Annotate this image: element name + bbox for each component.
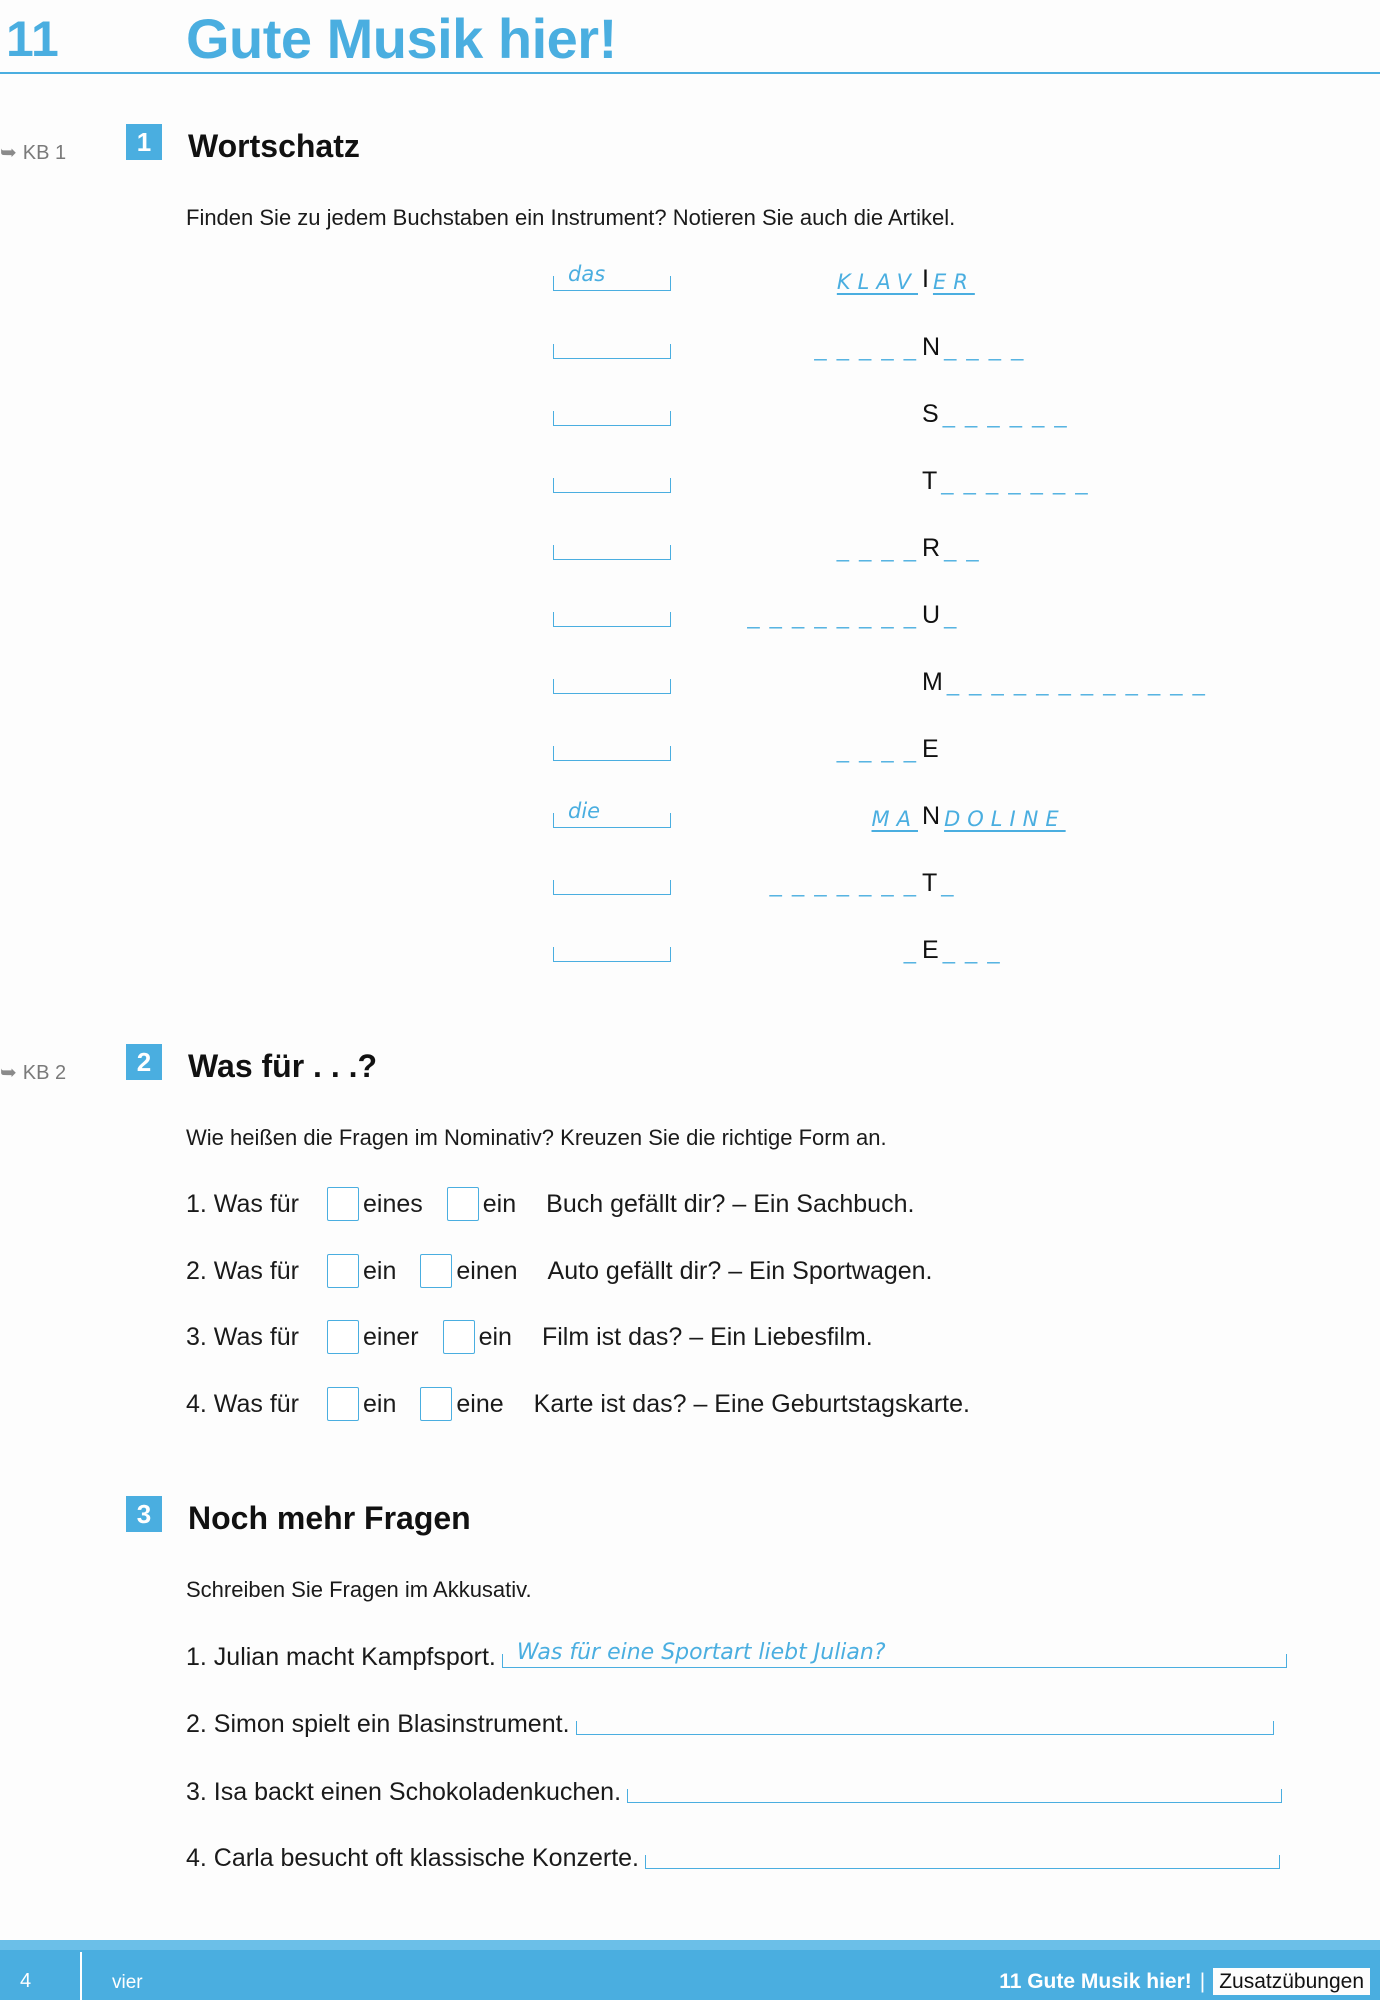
footer-chapter: 11 Gute Musik hier! — [999, 1970, 1192, 1993]
word-row: MA N DOLINE — [871, 802, 1066, 831]
article-box[interactable] — [553, 612, 671, 627]
answer-field[interactable] — [627, 1789, 1282, 1803]
article-box[interactable] — [553, 746, 671, 761]
checkbox-option-1[interactable] — [327, 1320, 359, 1354]
answer-field[interactable]: Was für eine Sportart liebt Julian? — [502, 1654, 1287, 1668]
exercise-number-3: 3 — [126, 1496, 162, 1532]
kb-reference-1: ➥ KB 1 — [0, 142, 67, 164]
word-row: _ _ _ _ R _ _ — [836, 534, 981, 562]
word-row: _ _ _ _ _ _ _ _ U _ — [747, 601, 959, 629]
article-answer: das — [568, 262, 606, 286]
word-row: KLAV I ER — [836, 265, 975, 294]
word-row: M _ _ _ _ _ _ _ _ _ _ _ _ — [922, 668, 1207, 696]
chapter-title: Gute Musik hier! — [186, 7, 617, 70]
word-row: _ _ _ _ _ _ _ T _ — [769, 869, 956, 897]
exercise-title-3: Noch mehr Fragen — [188, 1500, 471, 1536]
exercise-instruction-3: Schreiben Sie Fragen im Akkusativ. — [186, 1577, 532, 1602]
word-row: _ _ _ _ _ N _ _ _ _ — [814, 333, 1026, 361]
article-box[interactable] — [553, 679, 671, 694]
footer-divider — [80, 1952, 82, 2000]
word-row: _ _ _ _ E — [836, 735, 939, 763]
exercise-number-1: 1 — [126, 124, 162, 160]
checkbox-option-2[interactable] — [420, 1387, 452, 1421]
exercise-instruction-2: Wie heißen die Fragen im Nominativ? Kreuzen Sie die richtige Form an. — [186, 1125, 887, 1150]
exercise-title-1: Wortschatz — [188, 128, 360, 164]
article-box[interactable] — [553, 478, 671, 493]
footer-chapter-ref — [999, 1970, 1370, 1994]
word-row: T _ _ _ _ _ _ _ — [922, 467, 1090, 495]
arrow-icon: ➥ — [0, 142, 17, 164]
exercise-instruction-1: Finden Sie zu jedem Buchstaben ein Instrument? Notieren Sie auch die Artikel. — [186, 205, 956, 230]
article-answer: die — [568, 799, 601, 823]
word-row: _ E _ _ _ — [903, 936, 1002, 964]
checkbox-option-2[interactable] — [420, 1254, 452, 1288]
checkbox-option-2[interactable] — [447, 1187, 479, 1221]
page-word: vier — [112, 1972, 143, 1993]
article-box[interactable] — [553, 411, 671, 426]
article-box[interactable] — [553, 947, 671, 962]
answer-item-2: 2. Simon spielt ein Blasinstrument. — [186, 1703, 1274, 1739]
answer-item-1: 1. Julian macht Kampfsport. Was für eine Sportart liebt Julian? — [186, 1636, 1287, 1672]
question-item-4: 4. Was für ein eine Karte ist das? – Eine Geburtstagskarte. — [186, 1385, 970, 1423]
article-box[interactable] — [553, 344, 671, 359]
article-box[interactable] — [553, 545, 671, 560]
kb-reference-2: ➥ KB 2 — [0, 1062, 67, 1084]
word-row: S _ _ _ _ _ _ — [922, 400, 1069, 428]
footer-band-highlight — [0, 1940, 1380, 1950]
checkbox-option-2[interactable] — [443, 1320, 475, 1354]
footer-section: Zusatzübungen — [1213, 1968, 1370, 1995]
article-box[interactable] — [553, 880, 671, 895]
exercise-number-2: 2 — [126, 1044, 162, 1080]
question-item-2: 2. Was für ein einen Auto gefällt dir? – Ein Sportwagen. — [186, 1252, 933, 1290]
footer-separator: | — [1199, 1970, 1206, 1993]
answer-field[interactable] — [645, 1855, 1280, 1869]
arrow-icon: ➥ — [0, 1062, 17, 1084]
page-number: 4 — [20, 1970, 32, 1992]
checkbox-option-1[interactable] — [327, 1387, 359, 1421]
header-rule — [0, 72, 1380, 74]
checkbox-option-1[interactable] — [327, 1187, 359, 1221]
checkbox-option-1[interactable] — [327, 1254, 359, 1288]
chapter-number: 11 — [6, 11, 59, 67]
question-item-3: 3. Was für einer ein Film ist das? – Ein Liebesfilm. — [186, 1318, 873, 1356]
exercise-title-2: Was für . . .? — [188, 1048, 378, 1084]
answer-field[interactable] — [576, 1721, 1274, 1735]
question-item-1: 1. Was für eines ein Buch gefällt dir? – Ein Sachbuch. — [186, 1185, 914, 1223]
answer-item-3: 3. Isa backt einen Schokoladenkuchen. — [186, 1771, 1282, 1807]
answer-item-4: 4. Carla besucht oft klassische Konzerte. — [186, 1837, 1280, 1873]
